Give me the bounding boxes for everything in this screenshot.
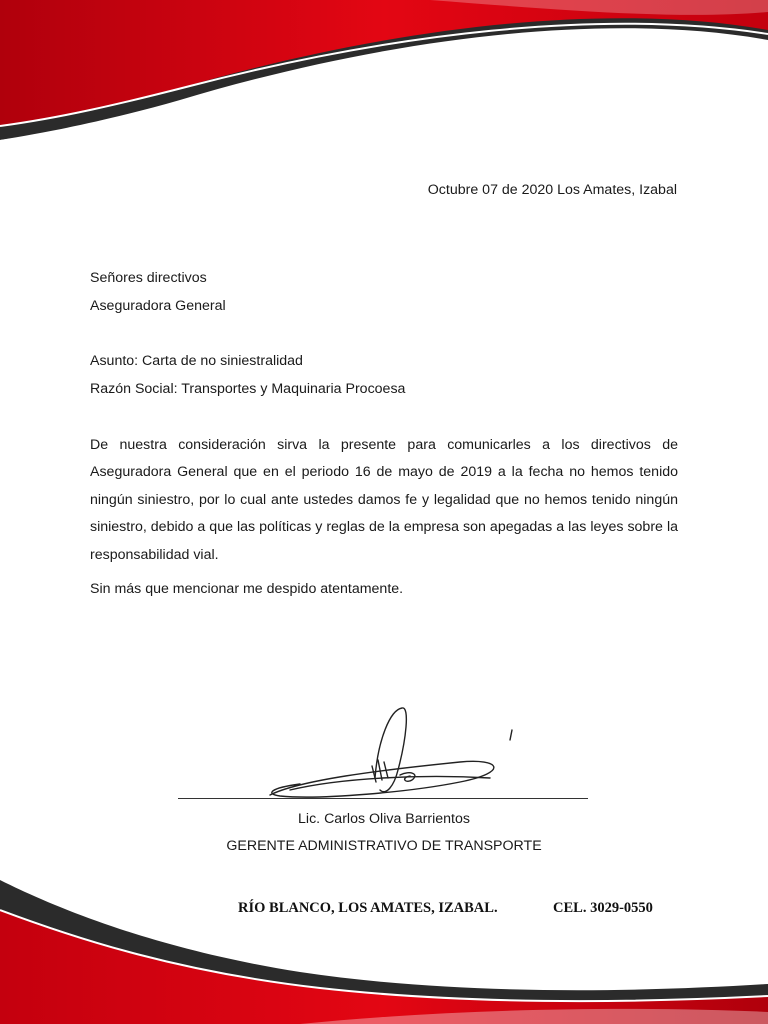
signature-line (178, 798, 588, 799)
footer-address: RÍO BLANCO, LOS AMATES, IZABAL. (238, 900, 498, 916)
company-line: Razón Social: Transportes y Maquinaria Procoesa (90, 381, 406, 397)
signer-name: Lic. Carlos Oliva Barrientos (298, 811, 470, 827)
closing-line: Sin más que mencionar me despido atentamente. (90, 581, 404, 597)
letter-body: De nuestra consideración sirva la presente para comunicarles a los directivos de Aseguradora General que en el periodo 16 de mayo de 2019 a la fecha no hemos tenido ningún siniestro, por lo cual ante ustedes damos fe y legalidad que no hemos tenido ningún siniestro, debido a que las políticas y reglas de la empresa son apegadas a las leyes sobre la responsabilidad vial. (90, 437, 678, 563)
subject-line: Asunto: Carta de no siniestralidad (90, 353, 303, 369)
header-wave-decoration (0, 0, 768, 160)
recipient-line-1: Señores directivos (90, 270, 207, 286)
recipient-line-2: Aseguradora General (90, 298, 226, 314)
date-place: Octubre 07 de 2020 Los Amates, Izabal (427, 182, 677, 198)
footer-phone: CEL. 3029-0550 (553, 900, 653, 916)
signer-title: GERENTE ADMINISTRATIVO DE TRANSPORTE (226, 838, 542, 854)
